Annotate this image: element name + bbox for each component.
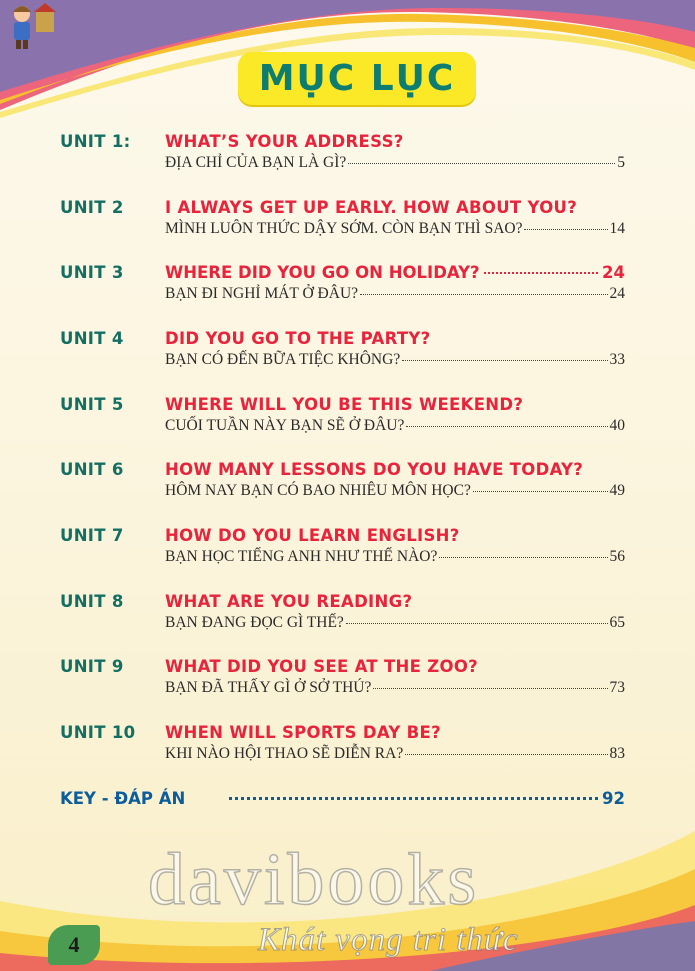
dot-leader (405, 754, 607, 755)
english-title: WHAT ARE YOU READING? (165, 592, 413, 611)
dot-leader (484, 272, 598, 274)
vietnamese-line (165, 154, 625, 176)
page-title: MỤC LỤC (258, 58, 456, 99)
toc-entry-unit-1[interactable] (60, 132, 630, 182)
toc-entry-unit-4[interactable] (60, 329, 630, 379)
vietnamese-line (165, 745, 625, 767)
unit-label: UNIT 7 (60, 526, 124, 545)
vietnamese-line (165, 351, 625, 373)
toc-entry-unit-7[interactable] (60, 526, 630, 576)
vietnamese-line (165, 614, 625, 636)
english-title: WHAT’S YOUR ADDRESS? (165, 132, 404, 151)
page-number: 5 (617, 154, 625, 171)
toc-entry-unit-8[interactable] (60, 592, 630, 642)
vietnamese-line (165, 220, 625, 242)
dot-leader (524, 229, 607, 230)
english-title: DID YOU GO TO THE PARTY? (165, 329, 431, 348)
vietnamese-line (165, 548, 625, 570)
page-number: 56 (609, 548, 625, 565)
page-number: 73 (609, 679, 625, 696)
english-title: HOW DO YOU LEARN ENGLISH? (165, 526, 460, 545)
english-title: HOW MANY LESSONS DO YOU HAVE TODAY? (165, 460, 584, 479)
vietnamese-title: HÔM NAY BẠN CÓ BAO NHIÊU MÔN HỌC? (165, 482, 471, 499)
unit-label: UNIT 9 (60, 657, 124, 676)
unit-label: UNIT 4 (60, 329, 124, 348)
dot-leader (346, 623, 608, 624)
vietnamese-title: CUỐI TUẦN NÀY BẠN SẼ Ở ĐÂU? (165, 417, 405, 434)
dot-leader (406, 426, 607, 427)
page-number: 24 (609, 285, 625, 302)
publisher-slogan: Khát vọng tri thức (258, 922, 519, 958)
page-number: 65 (609, 614, 625, 631)
english-title: I ALWAYS GET UP EARLY. HOW ABOUT YOU? (165, 198, 578, 217)
page-number: 14 (609, 220, 625, 237)
dot-leader (348, 163, 615, 164)
dot-leader (229, 797, 598, 800)
toc-entry-answer-key[interactable] (60, 789, 625, 811)
toc-entry-unit-9[interactable] (60, 657, 630, 707)
dot-leader (439, 557, 607, 558)
mascot-boy-icon (0, 0, 60, 50)
unit-label: UNIT 1: (60, 132, 131, 151)
vietnamese-line (165, 482, 625, 504)
toc-entry-unit-3[interactable] (60, 263, 630, 313)
vietnamese-title: BẠN CÓ ĐẾN BỮA TIỆC KHÔNG? (165, 351, 401, 368)
vietnamese-line (165, 285, 625, 307)
dot-leader (373, 688, 607, 689)
toc-entry-unit-6[interactable] (60, 460, 630, 510)
unit-label: UNIT 2 (60, 198, 124, 217)
publisher-watermark: davibooks (148, 839, 480, 921)
unit-label: UNIT 5 (60, 395, 124, 414)
dot-leader (402, 360, 607, 361)
vietnamese-title: BẠN ĐI NGHỈ MÁT Ở ĐÂU? (165, 285, 359, 302)
vietnamese-title: BẠN ĐÃ THẤY GÌ Ở SỞ THÚ? (165, 679, 372, 696)
vietnamese-title: MÌNH LUÔN THỨC DẬY SỚM. CÒN BẠN THÌ SAO? (165, 220, 523, 237)
unit-label: UNIT 6 (60, 460, 124, 479)
vietnamese-title: ĐỊA CHỈ CỦA BẠN LÀ GÌ? (165, 154, 347, 171)
toc-entry-unit-5[interactable] (60, 395, 630, 445)
unit-label: UNIT 3 (60, 263, 124, 282)
english-title: WHEN WILL SPORTS DAY BE? (165, 723, 441, 742)
vietnamese-title: BẠN ĐANG ĐỌC GÌ THẾ? (165, 614, 344, 631)
english-line (165, 263, 625, 285)
page-number-badge: 4 (48, 925, 100, 965)
toc-entry-unit-10[interactable] (60, 723, 630, 773)
english-title: WHAT DID YOU SEE AT THE ZOO? (165, 657, 479, 676)
page-number: 83 (609, 745, 625, 762)
vietnamese-title: BẠN HỌC TIẾNG ANH NHƯ THẾ NÀO? (165, 548, 438, 565)
answer-key-page-number: 92 (602, 789, 625, 808)
dot-leader (473, 491, 608, 492)
answer-key-label: KEY - ĐÁP ÁN (60, 789, 186, 808)
dot-leader (360, 294, 607, 295)
unit-label: UNIT 10 (60, 723, 136, 742)
unit-label: UNIT 8 (60, 592, 124, 611)
page-number: 49 (609, 482, 625, 499)
vietnamese-line (165, 417, 625, 439)
toc-entry-unit-2[interactable] (60, 198, 630, 248)
page-number: 40 (609, 417, 625, 434)
english-title: WHERE DID YOU GO ON HOLIDAY? (165, 263, 480, 282)
vietnamese-title: KHI NÀO HỘI THAO SẼ DIỄN RA? (165, 745, 404, 762)
vietnamese-line (165, 679, 625, 701)
english-title: WHERE WILL YOU BE THIS WEEKEND? (165, 395, 524, 414)
title-banner (238, 52, 476, 105)
english-page-number: 24 (602, 263, 625, 282)
page-number: 33 (609, 351, 625, 368)
